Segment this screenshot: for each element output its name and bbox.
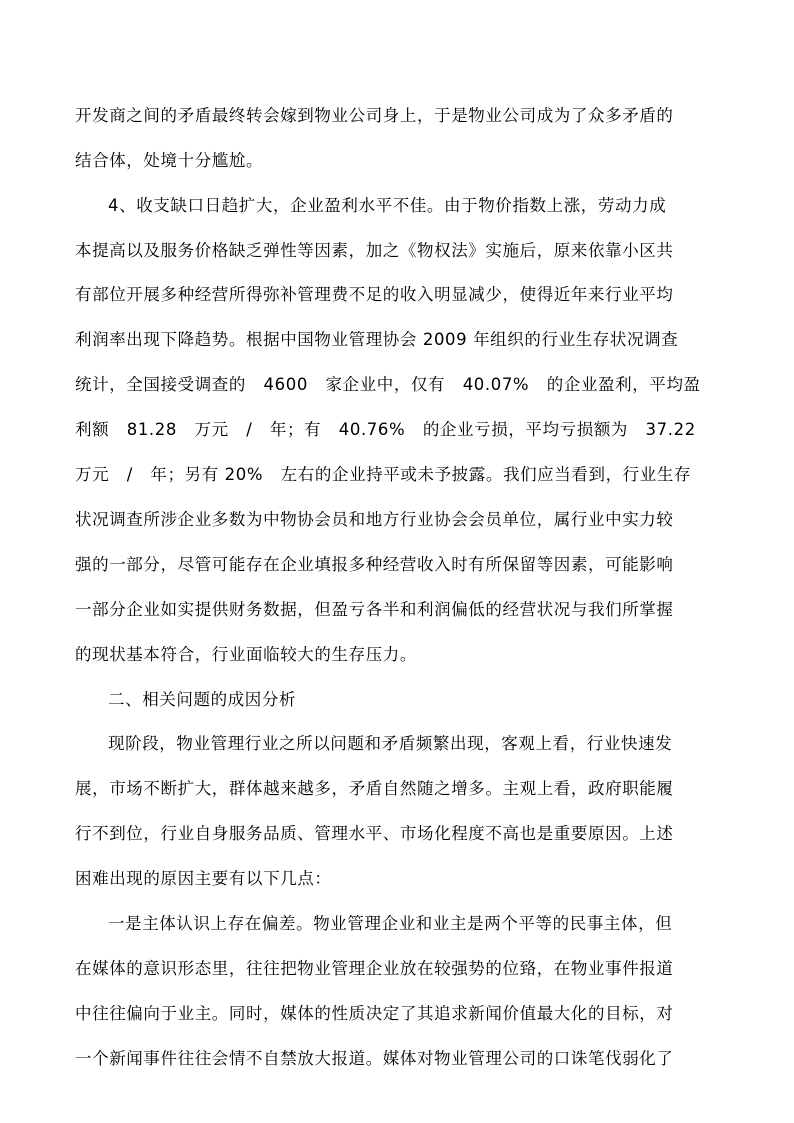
body-text-line: 的现状基本符合，行业面临较大的生存压力。 bbox=[75, 645, 417, 664]
section-item-heading-line: 4、收支缺口日趋扩大，企业盈利水平不佳。由于物价指数上涨，劳动力成 bbox=[108, 196, 667, 215]
body-text-line: 万元 / 年；另有 20% 左右的企业持平或未予披露。我们应当看到，行业生存 bbox=[75, 465, 692, 484]
body-text-line: 一个新闻事件往往会情不自禁放大报道。媒体对物业管理公司的口诛笔伐弱化了 bbox=[75, 1049, 674, 1068]
body-text-line: 困难出现的原因主要有以下几点： bbox=[75, 869, 332, 888]
body-text-line: 利润率出现下降趋势。根据中国物业管理协会 2009 年组织的行业生存状况调查 bbox=[75, 330, 679, 349]
body-text-line: 统计，全国接受调查的 4600 家企业中，仅有 40.07% 的企业盈利，平均盈 bbox=[75, 375, 701, 394]
body-text-line: 一是主体认识上存在偏差。物业管理企业和业主是两个平等的民事主体，但 bbox=[108, 914, 673, 933]
body-text-line: 利额 81.28 万元 / 年；有 40.76% 的企业亏损，平均亏损额为 37.22 bbox=[75, 420, 696, 439]
body-text-line: 现阶段，物业管理行业之所以问题和矛盾频繁出现，客观上看，行业快速发 bbox=[108, 734, 673, 753]
body-text-line: 状况调查所涉企业多数为中物协会员和地方行业协会会员单位，属行业中实力较 bbox=[75, 510, 674, 529]
body-text-line: 开发商之间的矛盾最终转会嫁到物业公司身上，于是物业公司成为了众多矛盾的 bbox=[75, 106, 674, 125]
body-text-line: 行不到位，行业自身服务品质、管理水平、市场化程度不高也是重要原因。上述 bbox=[75, 824, 674, 843]
body-text-line: 在媒体的意识形态里，往往把物业管理企业放在较强势的位臵，在物业事件报道 bbox=[75, 959, 674, 978]
body-text-line: 展，市场不断扩大，群体越来越多，矛盾自然随之增多。主观上看，政府职能履 bbox=[75, 779, 674, 798]
body-text-line: 一部分企业如实提供财务数据，但盈亏各半和利润偏低的经营状况与我们所掌握 bbox=[75, 600, 674, 619]
body-text-line: 有部位开展多种经营所得弥补管理费不足的收入明显减少，使得近年来行业平均 bbox=[75, 285, 674, 304]
section-heading: 二、相关问题的成因分析 bbox=[108, 690, 297, 709]
body-text-line: 本提高以及服务价格缺乏弹性等因素，加之《物权法》实施后，原来依靠小区共 bbox=[75, 241, 674, 260]
body-text-line: 中往往偏向于业主。同时，媒体的性质决定了其追求新闻价值最大化的目标，对 bbox=[75, 1004, 674, 1023]
body-text-line: 强的一部分，尽管可能存在企业填报多种经营收入时有所保留等因素，可能影响 bbox=[75, 555, 674, 574]
body-text-line: 结合体，处境十分尴尬。 bbox=[75, 151, 264, 170]
